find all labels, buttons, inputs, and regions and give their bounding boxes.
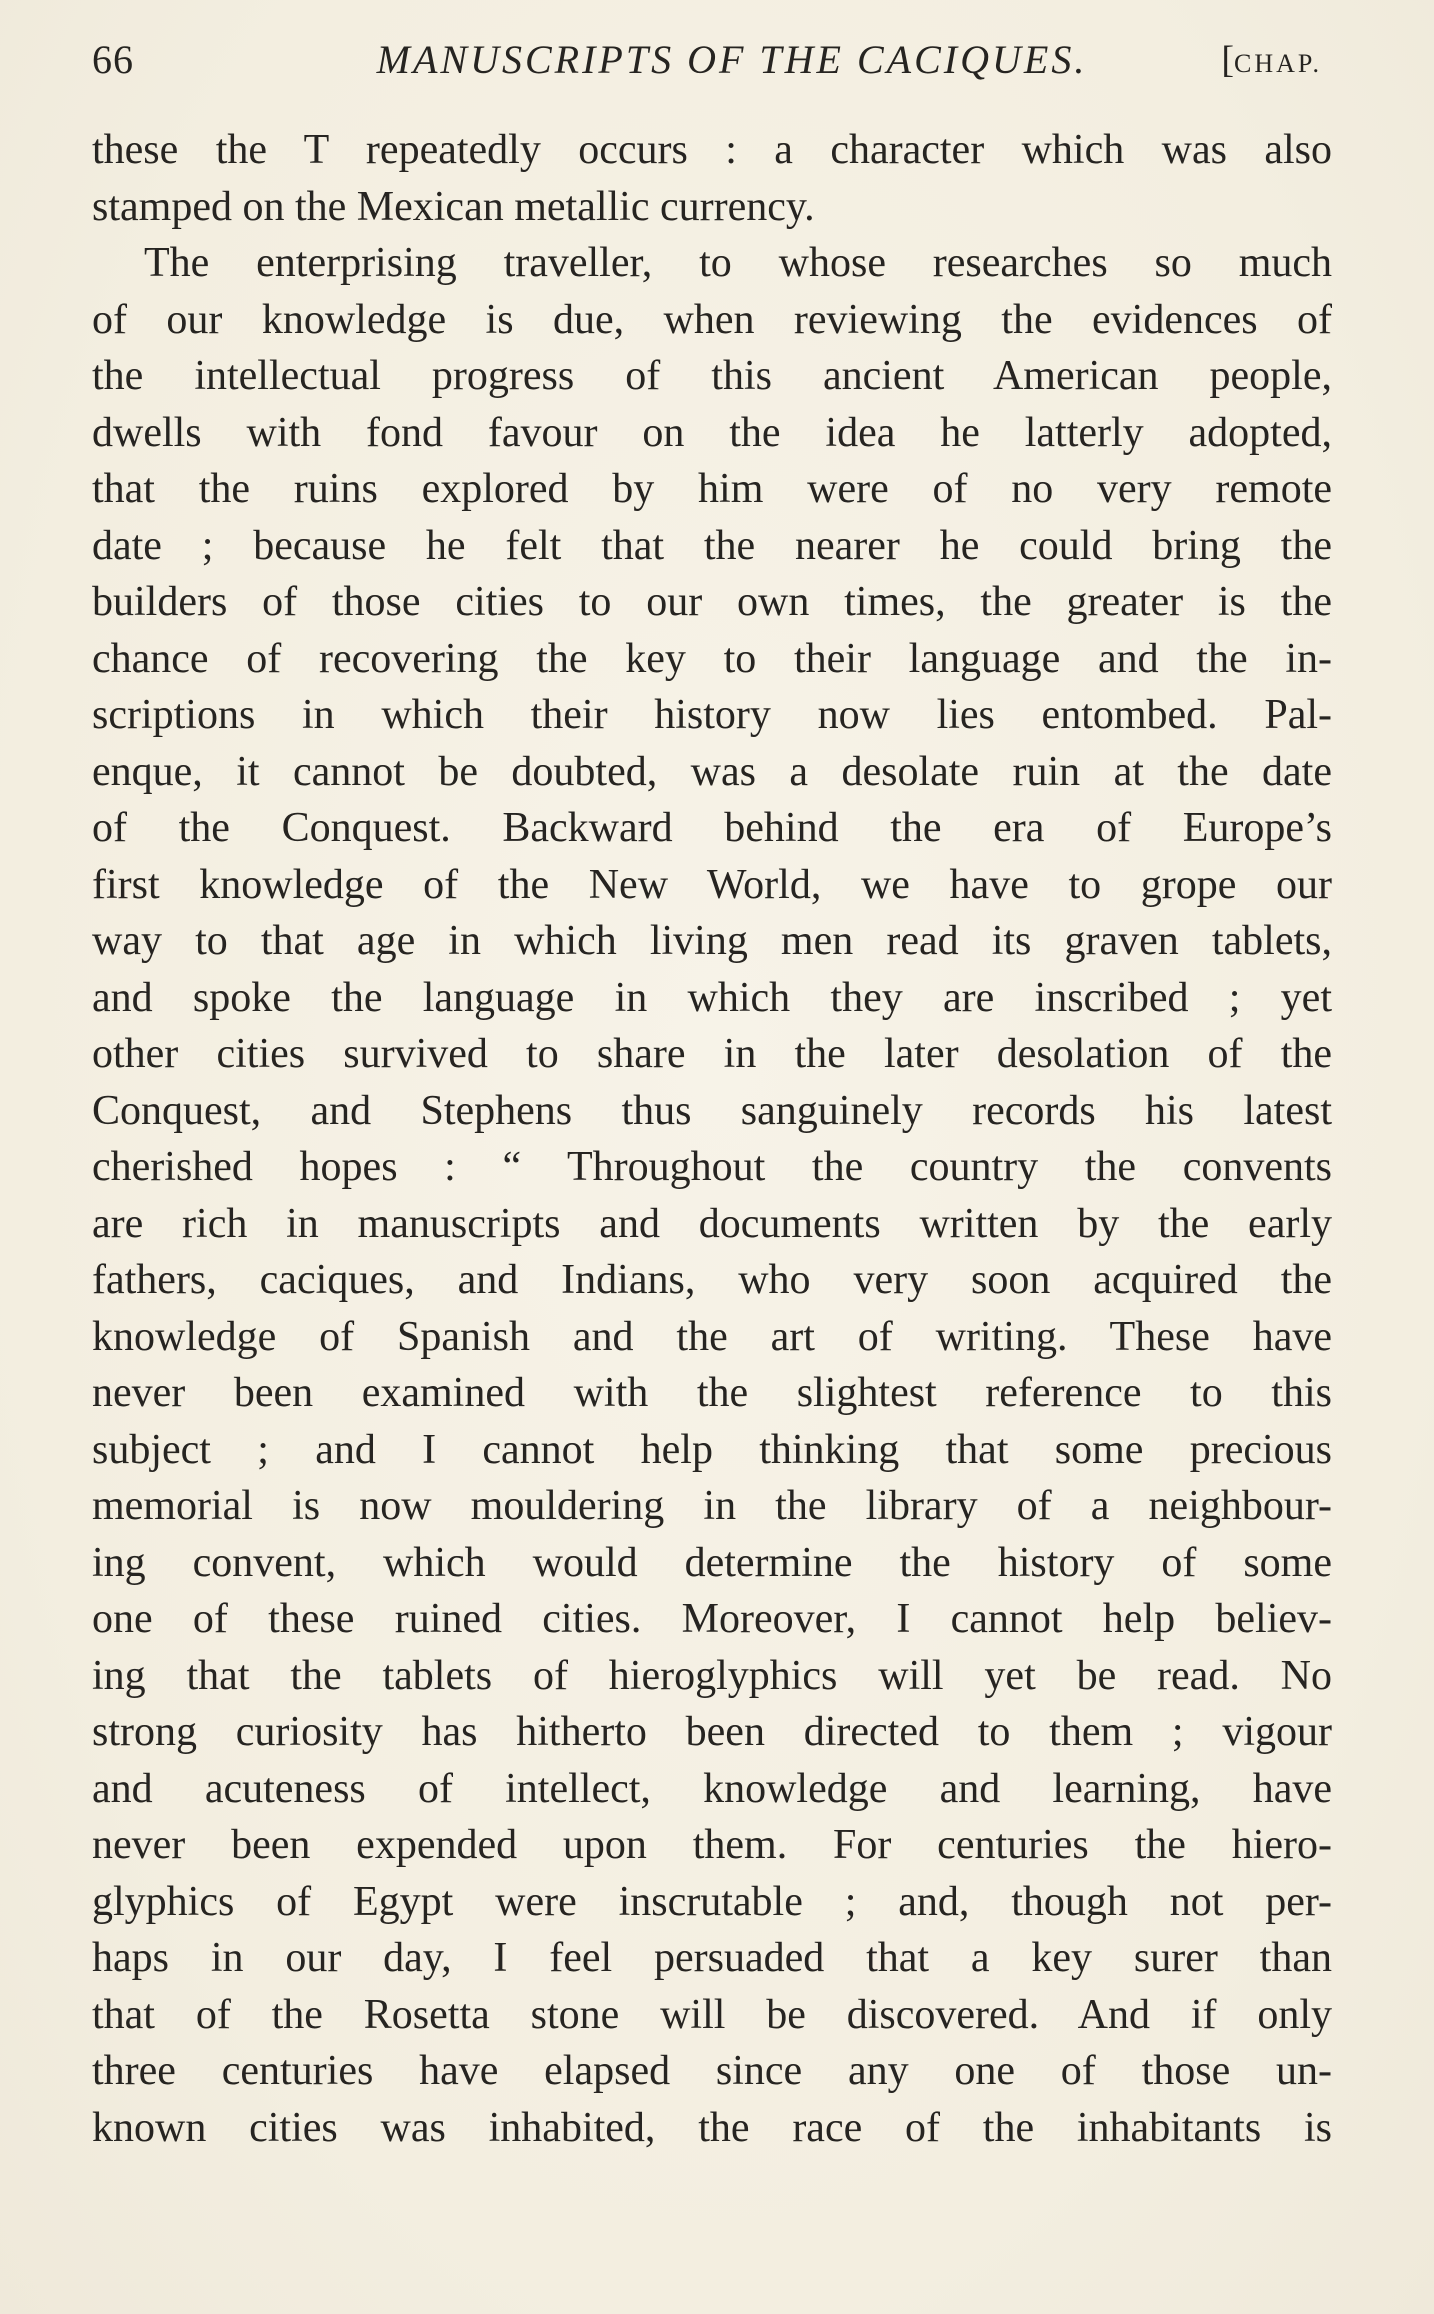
body-text	[92, 122, 1332, 2156]
text-line: subject ; and I cannot help thinking that some precious	[92, 1426, 1332, 1473]
text-line: memorial is now mouldering in the library of a neighbour-	[92, 1483, 1332, 1529]
running-head	[92, 30, 1322, 90]
text-line: ing convent, which would determine the history of some	[92, 1539, 1332, 1586]
text-line: cherished hopes : “ Throughout the country the convents	[92, 1144, 1332, 1190]
page-number: 66	[92, 37, 134, 82]
text-line: that of the Rosetta stone will be discovered. And if only	[92, 1991, 1332, 2038]
chapter-mark	[1221, 30, 1322, 94]
text-line: The enterprising traveller, to whose researches so much	[144, 240, 1332, 286]
text-line: and spoke the language in which they are inscribed ; yet	[92, 974, 1332, 1021]
text-line: three centuries have elapsed since any one of those un-	[92, 2048, 1332, 2094]
text-line: ing that the tablets of hieroglyphics will yet be read. No	[92, 1652, 1332, 1699]
text-line: the intellectual progress of this ancient American people,	[92, 353, 1332, 399]
text-line: fathers, caciques, and Indians, who very soon acquired the	[92, 1257, 1332, 1303]
text-line: builders of those cities to our own times, the greater is the	[92, 579, 1332, 625]
running-title: MANUSCRIPTS OF THE CACIQUES.	[376, 37, 1088, 82]
text-line: are rich in manuscripts and documents written by the early	[92, 1200, 1332, 1247]
text-line: never been expended upon them. For centuries the hiero-	[92, 1822, 1332, 1868]
text-line: strong curiosity has hitherto been directed to them ; vigour	[92, 1709, 1332, 1755]
text-line: scriptions in which their history now lies entombed. Pal-	[92, 692, 1332, 738]
chapter-bracket: [	[1221, 39, 1235, 81]
text-line: of the Conquest. Backward behind the era of Europe’s	[92, 805, 1332, 851]
text-line: first knowledge of the New World, we have to grope our	[92, 861, 1332, 908]
text-line: dwells with fond favour on the idea he latterly adopted,	[92, 409, 1332, 456]
chapter-label: CHAP.	[1234, 49, 1322, 78]
text-line: other cities survived to share in the later desolation of the	[92, 1031, 1332, 1077]
text-line: known cities was inhabited, the race of the inhabitants is	[92, 2104, 1332, 2151]
text-line: glyphics of Egypt were inscrutable ; and, though not per-	[92, 1878, 1332, 1925]
text-line: one of these ruined cities. Moreover, I cannot help believ-	[92, 1596, 1332, 1642]
text-line: Conquest, and Stephens thus sanguinely records his latest	[92, 1087, 1332, 1134]
text-line: and acuteness of intellect, knowledge and learning, have	[92, 1765, 1332, 1812]
text-line: that the ruins explored by him were of no very remote	[92, 466, 1332, 512]
text-line: enque, it cannot be doubted, was a desolate ruin at the date	[92, 748, 1332, 795]
text-line: stamped on the Mexican metallic currency.	[92, 183, 815, 230]
text-line: date ; because he felt that the nearer he could bring the	[92, 522, 1332, 569]
text-line: of our knowledge is due, when reviewing the evidences of	[92, 296, 1332, 343]
text-line: haps in our day, I feel persuaded that a key surer than	[92, 1935, 1332, 1981]
text-line: these the T repeatedly occurs : a character which was also	[92, 127, 1332, 173]
text-line: never been examined with the slightest reference to this	[92, 1370, 1332, 1416]
text-line: way to that age in which living men read its graven tablets,	[92, 918, 1332, 964]
text-line: chance of recovering the key to their language and the in-	[92, 635, 1332, 682]
text-line: knowledge of Spanish and the art of writing. These have	[92, 1313, 1332, 1360]
